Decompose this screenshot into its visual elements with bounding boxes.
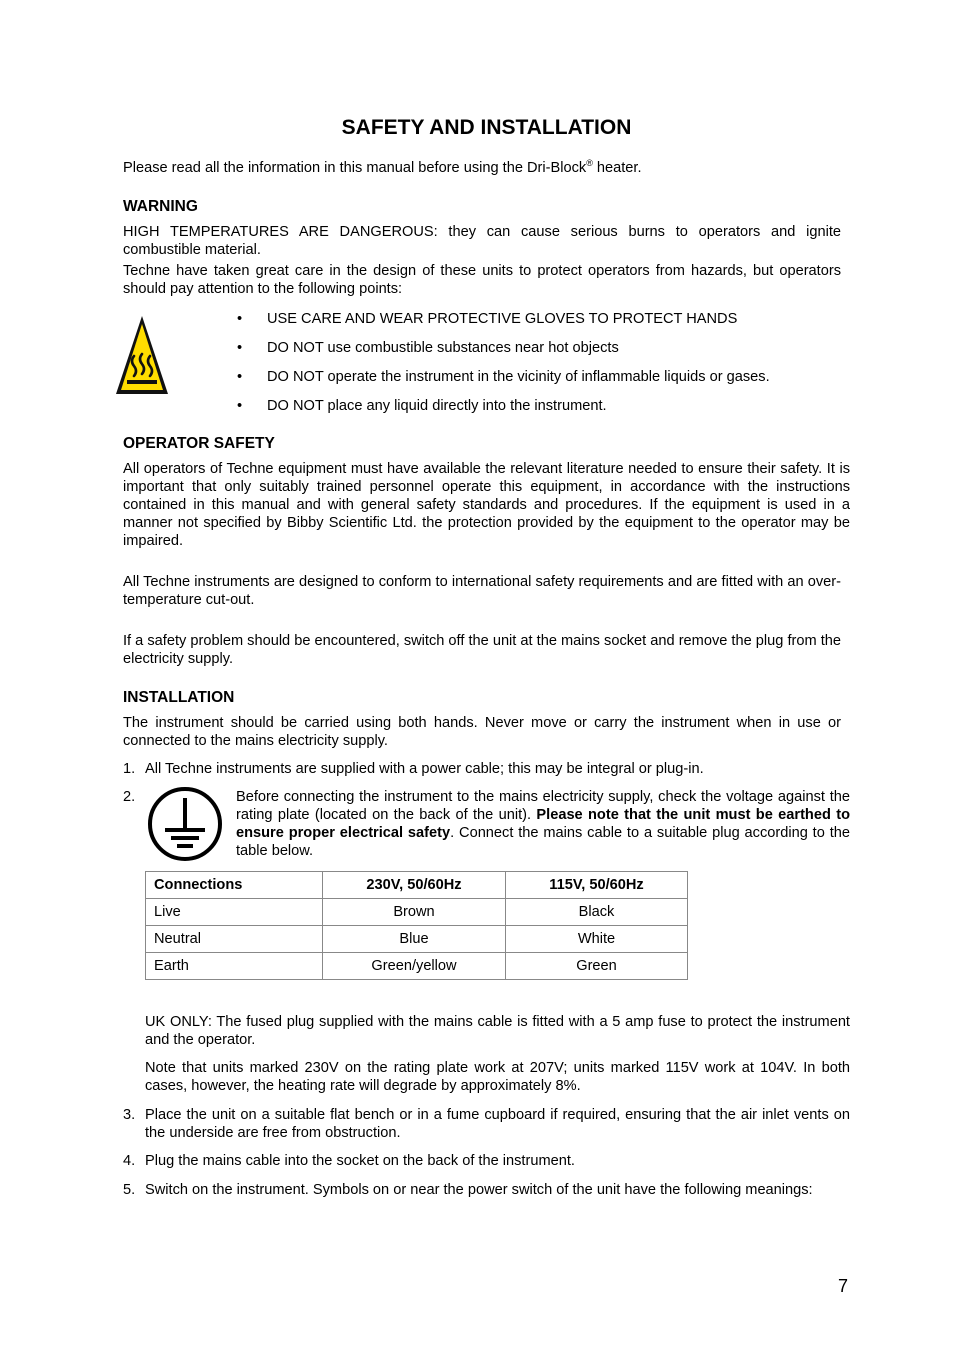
registered-mark: ® [586, 158, 593, 169]
hot-surface-warning-icon [114, 314, 170, 396]
table-cell: Earth [146, 953, 323, 980]
operator-safety-paragraph-1: All operators of Techne equipment must have available the relevant literature needed to ensure their safety. It is important that only suitably trained personnel operate this equipment, in accordance with the instructions contained in this manual and with general safety standards and procedures. If the equipment is used in a manner not specified by Bibby Scientific Ltd. the protection provided by the equipment to the operator may be impaired. [123, 461, 850, 549]
warning-paragraph-2: Techne have taken great care in the design of these units to protect operators from hazards, but operators should pay attention to the following points: [123, 263, 841, 297]
bullet-marker: • [237, 369, 243, 385]
item-2-text-b: . Connect the mains cable to a suitable plug according to the table below. [236, 825, 850, 859]
voltage-note: Note that units marked 230V on the rating plate work at 207V; units marked 115V work at 104V. In both cases, however, the heating rate will degrade by approximately 8%. [145, 1060, 850, 1094]
connections-table [145, 871, 688, 980]
installation-paragraph: The instrument should be carried using both hands. Never move or carry the instrument when in use or connected to the mains electricity supply. [123, 715, 841, 749]
table-header: Connections [146, 872, 323, 899]
intro-paragraph [123, 159, 850, 177]
earth-ground-icon [147, 786, 223, 862]
installation-heading: INSTALLATION [123, 689, 235, 706]
operator-safety-paragraph-3: If a safety problem should be encountered, switch off the unit at the mains socket and remove the plug from the electricity supply. [123, 633, 841, 667]
table-cell: Live [146, 899, 323, 926]
warning-paragraph-1: HIGH TEMPERATURES ARE DANGEROUS: they can cause serious burns to operators and ignite combustible material. [123, 224, 841, 258]
warning-heading: WARNING [123, 198, 198, 215]
item-4-text: Plug the mains cable into the socket on the back of the instrument. [145, 1153, 575, 1169]
table-cell: White [506, 926, 688, 953]
item-1-text: All Techne instruments are supplied with a power cable; this may be integral or plug-in. [145, 761, 704, 777]
operator-safety-heading: OPERATOR SAFETY [123, 435, 275, 452]
item-2-text [236, 788, 850, 860]
table-header: 115V, 50/60Hz [506, 872, 688, 899]
table-cell: Blue [323, 926, 506, 953]
item-3-text: Place the unit on a suitable flat bench or in a fume cupboard if required, ensuring that the air inlet vents on the underside are free from obstruction. [145, 1107, 850, 1141]
item-2-earth-warning: Please note that the unit must be earthed to ensure proper electrical safety [236, 807, 851, 841]
bullet-text: USE CARE AND WEAR PROTECTIVE GLOVES TO PROTECT HANDS [267, 311, 738, 327]
page-number: 7 [838, 1276, 849, 1296]
table-header-row [146, 872, 688, 899]
item-3-number: 3. [123, 1107, 136, 1123]
item-5-number: 5. [123, 1182, 136, 1198]
table-cell: Black [506, 899, 688, 926]
item-5-text: Switch on the instrument. Symbols on or near the power switch of the unit have the following meanings: [145, 1182, 813, 1198]
uk-only-note: UK ONLY: The fused plug supplied with the mains cable is fitted with a 5 amp fuse to protect the instrument and the operator. [145, 1014, 850, 1048]
item-1-number: 1. [123, 761, 136, 777]
intro-text: Please read all the information in this manual before using the Dri-Block [123, 160, 587, 176]
table-row [146, 926, 688, 953]
bullet-text: DO NOT place any liquid directly into the instrument. [267, 398, 607, 414]
bullet-text: DO NOT use combustible substances near hot objects [267, 340, 619, 356]
bullet-marker: • [237, 311, 243, 327]
table-cell: Brown [323, 899, 506, 926]
page-title: SAFETY AND INSTALLATION [341, 116, 632, 139]
item-2-text-a: Before connecting the instrument to the mains electricity supply, check the voltage against the rating plate (located on the back of the unit). [236, 789, 850, 823]
bullet-marker: • [237, 340, 243, 356]
table-cell: Green [506, 953, 688, 980]
bullet-marker: • [237, 398, 243, 414]
table-cell: Green/yellow [323, 953, 506, 980]
table-row [146, 953, 688, 980]
table-row [146, 899, 688, 926]
table-cell: Neutral [146, 926, 323, 953]
item-2-number: 2. [123, 789, 136, 805]
item-4-number: 4. [123, 1153, 136, 1169]
bullet-text: DO NOT operate the instrument in the vicinity of inflammable liquids or gases. [267, 369, 770, 385]
intro-text-end: heater. [592, 160, 642, 176]
operator-safety-paragraph-2: All Techne instruments are designed to conform to international safety requirements and are fitted with an over-temperature cut-out. [123, 574, 841, 608]
table-header: 230V, 50/60Hz [323, 872, 506, 899]
